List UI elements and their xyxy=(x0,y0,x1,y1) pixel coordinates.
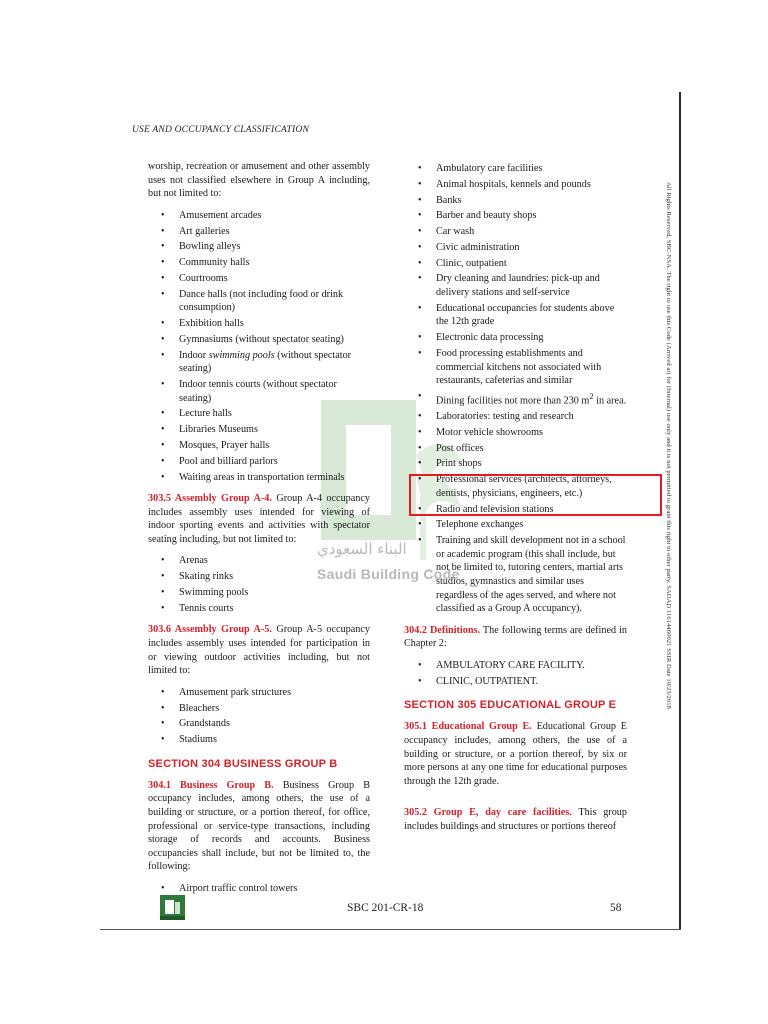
bullet-icon: • xyxy=(418,210,422,222)
list-item: • Tennis courts xyxy=(161,602,234,614)
bullet-icon: • xyxy=(161,882,165,894)
bullet-icon: • xyxy=(418,332,422,344)
section-304-2-heading: 304.2 Definitions. xyxy=(404,624,481,636)
group-b-list-start xyxy=(148,882,370,896)
bullet-icon: • xyxy=(161,333,165,345)
watermark-english-text: Saudi Building Code xyxy=(317,566,460,582)
bullet-icon: • xyxy=(161,379,165,390)
bullet-icon: • xyxy=(418,503,422,515)
bullet-icon: • xyxy=(161,455,165,467)
group-a3-list xyxy=(148,209,370,484)
bullet-icon: • xyxy=(418,348,422,359)
list-item: • Waiting areas in transportation terminals xyxy=(161,471,345,483)
list-item: • Banks xyxy=(418,194,462,206)
list-item: • Pool and billiard parlors xyxy=(161,455,278,467)
list-item: • AMBULATORY CARE FACILITY. xyxy=(418,659,585,671)
section-303-6-paragraph: 303.6 Assembly Group A-5. Group A-5 occupancy includes assembly uses intended for participation in or viewing outdoor activities including, but not limited to: xyxy=(148,624,370,677)
section-304-1-heading: 304.1 Business Group B. xyxy=(148,779,274,791)
list-item: • Dance halls (not including food or drink consumption) xyxy=(161,288,344,314)
bullet-icon: • xyxy=(161,241,165,253)
list-item: • Indoor tennis courts (without spectator seating) xyxy=(161,379,337,404)
list-item: • Training and skill development not in a school or academic program (this shall include, but not be limited to, tutoring centers, martial arts studios, gymnastics and similar uses regardless of the ages served, and where not classified as a Group A occupancy). xyxy=(418,535,626,615)
section-305-2-paragraph: 305.2 Group E, day care facilities. This group includes buildings and structures or portions thereof xyxy=(404,807,627,832)
section-305-1-paragraph: 305.1 Educational Group E. Educational Group E occupancy includes, among others, the use of a building or structure, or a portion thereof, by six or more persons at any one time for educational purposes through the 12th grade. xyxy=(404,721,627,787)
section-303-5-paragraph: 303.5 Assembly Group A-4. Group A-4 occupancy includes assembly uses intended for viewing of indoor sporting events and activities with spectator seating including, but not limited to: xyxy=(148,493,370,545)
bullet-icon: • xyxy=(418,411,422,423)
bullet-icon: • xyxy=(161,288,165,300)
list-item: • Art galleries xyxy=(161,225,230,237)
page-number: 58 xyxy=(610,902,622,914)
bullet-icon: • xyxy=(418,226,422,238)
bullet-icon: • xyxy=(161,471,165,483)
list-item: • Airport traffic control towers xyxy=(161,882,298,894)
bullet-icon: • xyxy=(418,474,422,486)
section-303-5-heading: 303.5 Assembly Group A-4. xyxy=(148,493,272,505)
section-305-heading: SECTION 305 EDUCATIONAL GROUP E xyxy=(404,699,617,712)
bullet-icon: • xyxy=(161,349,165,361)
bullet-icon: • xyxy=(161,555,165,567)
section-304-1-paragraph: 304.1 Business Group B. Business Group B occupancy includes, among others, the use of a building or structure, or a portion thereof, for office, professional or service-type transactions, including storage of records and accounts. Business occupancies shall include, but not be limited to, the following: xyxy=(148,779,370,873)
bullet-icon: • xyxy=(161,408,165,420)
bullet-icon: • xyxy=(418,442,422,454)
list-item: • Mosques, Prayer halls xyxy=(161,439,270,451)
bullet-icon: • xyxy=(418,519,422,531)
bullet-icon: • xyxy=(418,659,422,671)
definitions-list xyxy=(404,659,627,688)
section-305-2-heading: 305.2 Group E, day care facilities. xyxy=(404,807,572,819)
list-item: • Lecture halls xyxy=(161,408,232,420)
bullet-icon: • xyxy=(161,209,165,221)
list-item: • Car wash xyxy=(418,226,475,238)
bullet-icon: • xyxy=(161,272,165,284)
list-item: • Laboratories: testing and research xyxy=(418,411,574,423)
list-item: • CLINIC, OUTPATIENT. xyxy=(418,675,539,687)
page-right-edge-rule xyxy=(679,92,681,930)
list-item: • Amusement park structures xyxy=(161,686,292,698)
intro-paragraph: worship, recreation or amusement and other assembly uses not classified elsewhere in Group A including, but not limited to: xyxy=(148,161,370,200)
list-item: • Telephone exchanges xyxy=(418,519,524,531)
list-item: • Exhibition halls xyxy=(161,318,244,330)
list-item: • Motor vehicle showrooms xyxy=(418,426,543,438)
list-item: • Swimming pools xyxy=(161,587,249,599)
bullet-icon: • xyxy=(161,718,165,730)
list-item: • Radio and television stations xyxy=(418,503,554,515)
list-item: • Dry cleaning and laundries: pick-up and delivery stations and self-service xyxy=(418,273,600,299)
list-item: • Libraries Museums xyxy=(161,424,258,436)
bullet-icon: • xyxy=(161,602,165,614)
document-code: SBC 201-CR-18 xyxy=(347,902,424,914)
group-a4-list xyxy=(148,554,370,615)
list-item: • Barber and beauty shops xyxy=(418,210,537,222)
sbc-logo-icon xyxy=(160,895,185,920)
section-305-1-heading: 305.1 Educational Group E. xyxy=(404,721,532,733)
list-item: • Animal hospitals, kennels and pounds xyxy=(418,178,591,190)
professional-services-highlight-box xyxy=(409,474,662,516)
page-bottom-rule xyxy=(100,929,681,930)
bullet-icon: • xyxy=(161,424,165,436)
bullet-icon: • xyxy=(161,587,165,599)
section-303-6-heading: 303.6 Assembly Group A-5. xyxy=(148,624,272,636)
list-item: • Gymnasiums (without spectator seating) xyxy=(161,333,344,345)
bullet-icon: • xyxy=(418,675,422,687)
bullet-icon: • xyxy=(161,734,165,746)
bullet-icon: • xyxy=(161,686,165,698)
list-item: • Print shops xyxy=(418,458,482,470)
bullet-icon: • xyxy=(418,390,422,402)
list-item: • Dining facilities not more than 230 $m^2$ in area. xyxy=(418,390,627,407)
bullet-icon: • xyxy=(418,194,422,206)
list-item: • Bowling alleys xyxy=(161,241,241,253)
list-item: • Amusement arcades xyxy=(161,209,262,221)
list-item: • Stadiums xyxy=(161,734,217,746)
bullet-icon: • xyxy=(161,571,165,583)
bullet-icon: • xyxy=(161,702,165,714)
list-item: • Community halls xyxy=(161,257,250,269)
list-item: • Arenas xyxy=(161,555,208,567)
bullet-icon: • xyxy=(418,273,422,285)
list-item: • Electronic data processing xyxy=(418,332,544,344)
list-item: • Courtrooms xyxy=(161,272,228,284)
bullet-icon: • xyxy=(418,302,422,314)
list-item: • Indoor swimming pools (without spectator seating) xyxy=(161,349,352,375)
section-304-heading: SECTION 304 BUSINESS GROUP B xyxy=(148,757,338,770)
list-item: • Grandstands xyxy=(161,718,230,730)
list-item: • Skating rinks xyxy=(161,571,234,583)
watermark-arabic-text: البناء السعودي xyxy=(317,540,407,558)
list-item: • Civic administration xyxy=(418,241,520,253)
bullet-icon: • xyxy=(418,458,422,470)
bullet-icon: • xyxy=(418,426,422,438)
list-item: • Bleachers xyxy=(161,702,220,714)
list-item: • Post offices xyxy=(418,442,484,454)
group-a5-list xyxy=(148,686,370,747)
left-column xyxy=(148,160,370,903)
bullet-icon: • xyxy=(161,318,165,330)
list-item: • Educational occupancies for students above the 12th grade xyxy=(418,302,615,328)
bullet-icon: • xyxy=(418,535,422,547)
bullet-icon: • xyxy=(418,163,422,174)
list-item: • Clinic, outpatient xyxy=(418,257,507,269)
copyright-side-note: All Rights Reserved, SBC-NSA. The right to use this Code (Arrived at) for (Internal) use only and it is not permitted to grant this right to other party. SADAD 11614460021 SSIR Date 10/23/2018 xyxy=(665,182,672,709)
bullet-icon: • xyxy=(418,257,422,269)
bullet-icon: • xyxy=(161,257,165,269)
list-item: • Food processing establishments and commercial kitchens not associated with restaurants, cafeterias and similar xyxy=(418,348,602,387)
list-item: • Ambulatory care facilities xyxy=(418,163,543,174)
bullet-icon: • xyxy=(161,439,165,451)
list-item-professional-services: • Professional services (architects, attorneys, dentists, physicians, engineers, etc.) xyxy=(418,474,612,499)
group-b-list-continued xyxy=(404,162,627,616)
running-head: USE AND OCCUPANCY CLASSIFICATION xyxy=(132,125,309,135)
bullet-icon: • xyxy=(418,241,422,253)
bullet-icon: • xyxy=(418,178,422,190)
bullet-icon: • xyxy=(161,225,165,237)
section-304-2-paragraph: 304.2 Definitions. The following terms are defined in Chapter 2: xyxy=(404,624,628,650)
